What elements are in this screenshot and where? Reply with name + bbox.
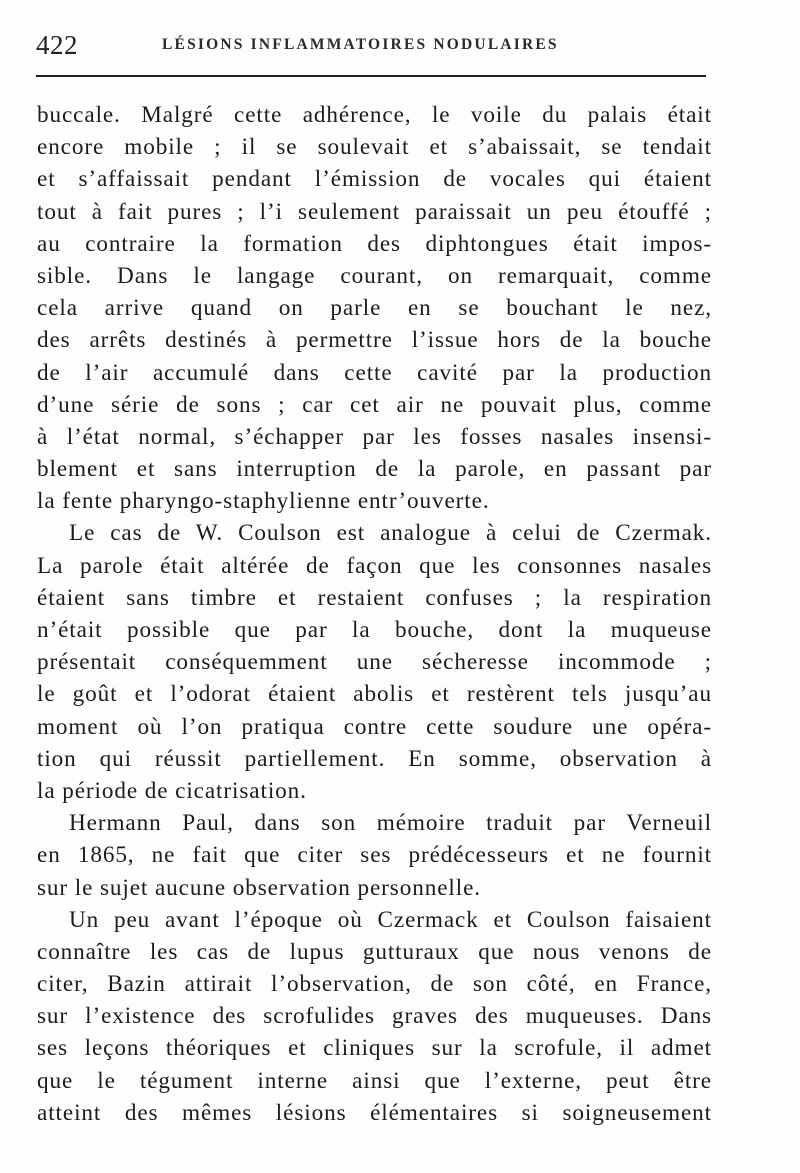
text-line: tion qui réussit partiellement. En somme, observation à xyxy=(37,745,712,772)
text-line: en 1865, ne fait que citer ses prédécesseurs et ne fournit xyxy=(37,842,712,869)
text-line: tout à fait pures ; l’i seulement paraissait un peu étouffé ; xyxy=(37,198,712,225)
text-line: la période de cicatrisation. xyxy=(37,777,307,804)
text-line: présentait conséquemment une sécheresse incommode ; xyxy=(37,649,712,676)
text-line: Un peu avant l’époque où Czermack et Coulson faisaient xyxy=(69,906,712,933)
text-line: sur le sujet aucune observation personnelle. xyxy=(37,874,481,901)
text-line: que le tégument interne ainsi que l’externe, peut être xyxy=(37,1067,712,1094)
text-line: n’était possible que par la bouche, dont la muqueuse xyxy=(37,617,712,643)
text-line: Hermann Paul, dans son mémoire traduit par Verneuil xyxy=(69,810,712,837)
text-line: encore mobile ; il se soulevait et s’abaissait, se tendait xyxy=(37,134,712,161)
header-rule xyxy=(36,75,706,77)
text-line: sur l’existence des scrofulides graves des muqueuses. Dans xyxy=(37,1003,712,1030)
text-line: et s’affaissait pendant l’émission de vocales qui étaient xyxy=(37,166,712,193)
page-header xyxy=(36,30,706,64)
text-line: à l’état normal, s’échapper par les fosses nasales insensi- xyxy=(37,423,712,450)
text-line: des arrêts destinés à permettre l’issue hors de la bouche xyxy=(37,327,712,354)
running-title: LÉSIONS INFLAMMATOIRES NODULAIRES xyxy=(162,36,559,53)
text-line: étaient sans timbre et restaient confuses ; la respiration xyxy=(37,584,712,611)
text-line: ses leçons théoriques et cliniques sur la scrofule, il admet xyxy=(37,1035,712,1062)
text-line: buccale. Malgré cette adhérence, le voile du palais était xyxy=(37,102,712,128)
text-line: le goût et l’odorat étaient abolis et restèrent tels jusqu’au xyxy=(37,681,712,708)
text-line: sible. Dans le langage courant, on remarquait, comme xyxy=(37,262,712,289)
text-line: citer, Bazin attirait l’observation, de son côté, en France, xyxy=(37,971,712,998)
page-number: 422 xyxy=(36,30,78,60)
text-line: moment où l’on pratiqua contre cette soudure une opéra- xyxy=(37,713,712,740)
text-line: cela arrive quand on parle en se bouchant le nez, xyxy=(37,295,712,322)
text-line: au contraire la formation des diphtongues était impos- xyxy=(37,230,712,257)
text-line: Le cas de W. Coulson est analogue à celui de Czermak. xyxy=(69,520,712,547)
text-line: La parole était altérée de façon que les consonnes nasales xyxy=(37,552,712,579)
text-line: atteint des mêmes lésions élémentaires si soigneusement xyxy=(37,1099,712,1126)
text-line: la fente pharyngo-staphylienne entr’ouverte. xyxy=(37,488,490,515)
body-text xyxy=(37,99,712,1129)
text-line: de l’air accumulé dans cette cavité par la production xyxy=(37,359,712,386)
text-line: d’une série de sons ; car cet air ne pouvait plus, comme xyxy=(37,391,712,418)
text-line: connaître les cas de lupus gutturaux que nous venons de xyxy=(37,938,712,965)
text-line: blement et sans interruption de la parole, en passant par xyxy=(37,456,712,483)
